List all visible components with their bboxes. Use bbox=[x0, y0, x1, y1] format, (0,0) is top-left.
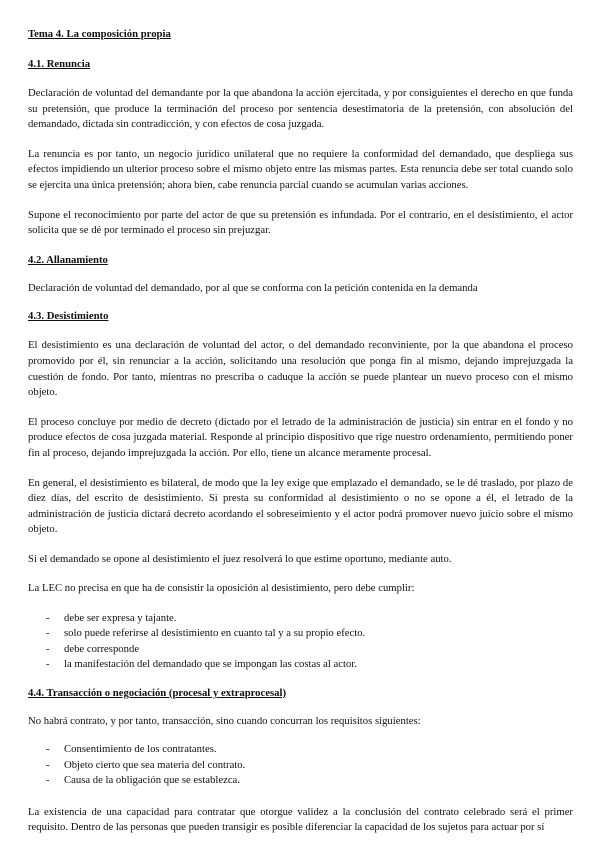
list-item bbox=[28, 642, 573, 657]
paragraph: Declaración de voluntad del demandado, por al que se conforma con la petición contenida en la demanda bbox=[28, 281, 478, 294]
list-item bbox=[28, 773, 573, 788]
bullet-dash: - bbox=[46, 642, 50, 655]
bullet-dash: - bbox=[46, 743, 50, 756]
list-item-text: Objeto cierto que sea materia del contrato. bbox=[64, 758, 246, 771]
bullet-dash: - bbox=[46, 774, 50, 787]
bullet-dash: - bbox=[46, 758, 50, 771]
paragraph: Si el demandado se opone al desistimiento el juez resolverá lo que estime oportuno, mediante auto. bbox=[28, 552, 452, 565]
list-item bbox=[28, 758, 573, 773]
section-heading-allanamiento: 4.2. Allanamiento bbox=[28, 253, 108, 266]
list-item bbox=[28, 657, 573, 672]
list-item bbox=[28, 626, 573, 641]
bullet-dash: - bbox=[46, 627, 50, 640]
list-item-text: la manifestación del demandado que se impongan las costas al actor. bbox=[64, 658, 357, 671]
paragraph: La renuncia es por tanto, un negocio jurídico unilateral que no requiere la conformidad del demandado, que despliega sus efectos impidiendo un ulterior proceso sobre el mismo objeto entre las mismas partes. Esta renuncia debe ser total cuando solo se ejercita una única pretensión; ahora bien, cabe renuncia parcial cuando se acumulan varias acciones. bbox=[28, 147, 573, 191]
list-item-text: debe ser expresa y tajante. bbox=[64, 612, 177, 625]
section-heading-renuncia: 4.1. Renuncia bbox=[28, 58, 91, 70]
list-item-text: solo puede referirse al desistimiento en cuanto tal y a su propio efecto. bbox=[64, 627, 366, 640]
list-item-text: Consentimiento de los contratantes. bbox=[64, 743, 217, 756]
opposition-requirements-list bbox=[28, 611, 573, 673]
section-heading-transaccion: 4.4. Transacción o negociación (procesal y extraprocesal) bbox=[28, 686, 287, 699]
list-item-text: debe corresponde bbox=[64, 642, 140, 655]
paragraph: En general, el desistimiento es bilateral, de modo que la ley exige que emplazado el demandado, se le dé traslado, por plazo de diez días, del escrito de desistimiento. Si presta su conformidad al desistimiento o no se opone a él, el letrado de la administración de justicia dictará decreto acordando el sobreseimiento y el actor podrá promover nuevo juicio sobre el mismo objeto. bbox=[28, 476, 573, 536]
bullet-dash: - bbox=[46, 612, 50, 625]
bullet-dash: - bbox=[46, 658, 50, 671]
list-item bbox=[28, 611, 573, 626]
document-page bbox=[28, 27, 573, 836]
paragraph: El proceso concluye por medio de decreto (dictado por el letrado de la administración de justicia) sin entrar en el fondo y no produce efectos de cosa juzgada material. Responde al principio dispositivo que rige nuestro ordenamiento, permitiendo poner fin al proceso, dejando imprejuzgada la acción. Por ello, tiene un alcance meramente procesal. bbox=[28, 415, 573, 459]
list-item bbox=[28, 742, 573, 757]
paragraph: Supone el reconocimiento por parte del actor de que su pretensión es infundada. Por el contrario, en el desistimiento, el actor solicita que se dé por terminado el proceso sin prejuzgar. bbox=[28, 208, 573, 237]
list-item-text: Causa de la obligación que se establezca. bbox=[64, 774, 240, 787]
paragraph: No habrá contrato, y por tanto, transacción, sino cuando concurran los requisitos siguientes: bbox=[28, 714, 421, 727]
paragraph: La LEC no precisa en que ha de consistir la oposición al desistimiento, pero debe cumplir: bbox=[28, 582, 415, 595]
contract-requirements-list bbox=[28, 742, 573, 788]
section-heading-desistimiento: 4.3. Desistimiento bbox=[28, 310, 109, 323]
paragraph: El desistimiento es una declaración de voluntad del actor, o del demandado reconviniente, por la que abandona el proceso promovido por él, sin renunciar a la acción, solicitando una resolución que ponga fin al mismo, dejando imprejuzgada la cuestión de fondo. Por tanto, mientras no prescriba o caduque la acción se puede plantear un nuevo proceso con el mismo objeto. bbox=[28, 339, 573, 399]
document-title: Tema 4. La composición propia bbox=[28, 28, 171, 40]
paragraph: La existencia de una capacidad para contratar que otorgue validez a la conclusión del contrato celebrado será el primer requisito. Dentro de las personas que pueden transigir es posible diferenciar la capacidad de los sujetos para actuar por sí bbox=[28, 805, 573, 834]
paragraph: Declaración de voluntad del demandante por la que abandona la acción ejercitada, y por consiguientes el derecho en que funda su pretensión, que produce la terminación del proceso por sentencia desestimatoria de la pretensión, con absolución del demandado, dictada sin contradicción, y con efectos de cosa juzgada. bbox=[28, 87, 573, 131]
